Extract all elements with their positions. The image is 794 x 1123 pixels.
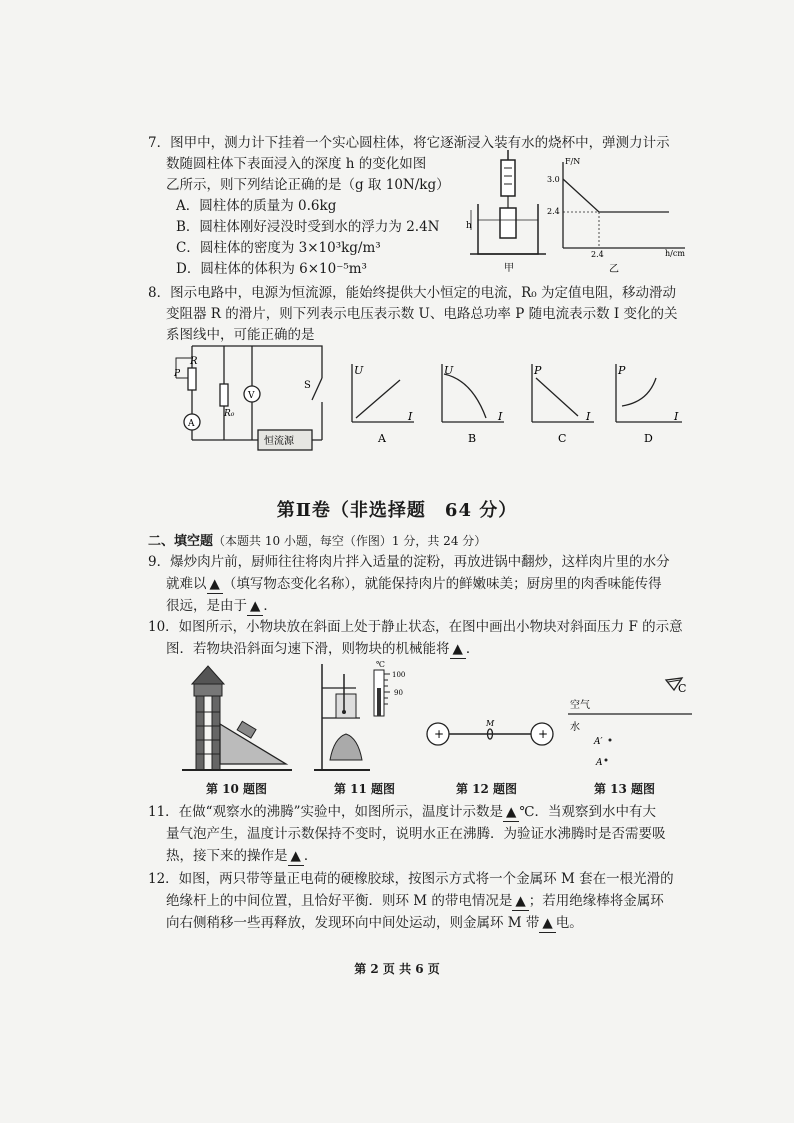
fig13-air-label: 空气	[570, 700, 590, 711]
q12-line2	[166, 892, 664, 911]
q10-line2b: ．	[465, 641, 480, 657]
q8-graph-b-label: B	[468, 432, 477, 445]
q7-yi-label: 乙	[609, 264, 619, 275]
q8-graph-a	[348, 364, 414, 444]
q8-graph-c-y: P	[534, 364, 542, 377]
fig13-water-label: 水	[570, 722, 580, 733]
q9-blank-1[interactable]: ▲	[207, 575, 223, 594]
part-two-title: 第Ⅱ卷（非选择题 64 分）	[276, 500, 518, 521]
q12-line3a: 向右侧稍移一些再释放，发现环向中间处运动，则金属环 M 带	[166, 915, 540, 931]
q11-line1b: ℃．当观察到水中有大	[519, 804, 656, 820]
q12-line2a: 绝缘杆上的中间位置，且恰好平衡．则环 M 的带电情况是	[166, 893, 513, 909]
fig11-thermo-unit: ℃	[376, 660, 385, 669]
q9-line3a: 很远，是由于	[166, 598, 247, 614]
q8-graph-b-y: U	[444, 364, 454, 377]
q12-blank-1[interactable]: ▲	[512, 892, 528, 911]
q7-option-d: D．圆柱体的体积为 6×10⁻⁵m³	[176, 261, 367, 277]
fig12-caption: 第 12 题图	[456, 782, 518, 796]
section-note: （本题共 10 小题，每空（作图）1 分，共 24 分）	[213, 534, 487, 548]
q7-line1: 7．图甲中，测力计下挂着一个实心圆柱体，将它逐渐浸入装有水的烧杯中，弹测力计示	[148, 135, 670, 151]
fig11-caption: 第 11 题图	[334, 782, 396, 796]
q7-option-c: C．圆柱体的密度为 3×10³kg/m³	[176, 240, 381, 256]
q12-line3	[166, 914, 583, 933]
fig13-caption: 第 13 题图	[594, 782, 656, 796]
q7-graph-x1: 2.4	[591, 250, 604, 259]
q8-graph-a-label: A	[378, 432, 386, 445]
q8-graph-c-label: C	[558, 432, 567, 445]
q8-graph-b	[438, 364, 504, 444]
q10-line2	[166, 640, 479, 659]
q8-r0-label: R₀	[224, 409, 235, 419]
q8-source-label: 恒流源	[264, 436, 294, 447]
q8-line3: 系图线中，可能正确的是	[166, 327, 315, 343]
fig12-charged-balls	[424, 714, 556, 754]
q7-line3: 乙所示，则下列结论正确的是（g 取 10N/kg）	[166, 177, 450, 193]
q9-line1: 9．爆炒肉片前，厨师往往将肉片拌入适量的淀粉，再放进锅中翻炒，这样肉片里的水分	[148, 554, 670, 570]
q9-line2	[166, 575, 662, 594]
q8-p-label: P	[174, 369, 181, 379]
q9-blank-2[interactable]: ▲	[247, 597, 263, 616]
q7-jia-label: 甲	[504, 263, 514, 274]
q10-blank[interactable]: ▲	[450, 640, 466, 659]
fig12-plus-left: +	[434, 727, 445, 741]
q7-option-a: A．圆柱体的质量为 0.6kg	[176, 198, 337, 214]
fig11-thermo-100: 100	[392, 671, 406, 679]
q9-line3b: ．	[263, 598, 277, 614]
q8-switch-label: S	[304, 380, 311, 391]
q7-graph-y2: 2.4	[547, 207, 560, 216]
q12-blank-2[interactable]: ▲	[539, 914, 555, 933]
q8-graph-a-y: U	[354, 364, 364, 377]
fig10-incline	[182, 664, 292, 776]
fig13-a: A	[596, 758, 603, 768]
q12-line1: 12．如图，两只带等量正电荷的硬橡胶球，按图示方式将一个金属环 M 套在一根光滑的	[148, 871, 674, 887]
q8-circuit	[172, 340, 337, 458]
q11-line3	[166, 847, 317, 866]
section-header	[148, 530, 486, 549]
q7-graph-y1: 3.0	[547, 175, 560, 184]
q10-line2a: 图．若物块沿斜面匀速下滑，则物块的机械能将	[166, 641, 450, 657]
fig10-caption: 第 10 题图	[206, 782, 268, 796]
q11-line1a: 11．在做“观察水的沸腾”实验中，如图所示，温度计示数是	[148, 804, 503, 820]
fig13-a-prime: A′	[594, 737, 603, 747]
q12-line2b: ；若用绝缘棒将金属环	[528, 893, 664, 909]
q7-option-b: B．圆柱体刚好浸没时受到水的浮力为 2.4N	[176, 219, 440, 235]
fig11-thermo-90: 90	[394, 689, 403, 697]
q8-r-label: R	[190, 356, 198, 367]
q12-line3b: 电。	[555, 915, 583, 931]
q8-graph-c-x: I	[586, 410, 591, 423]
q8-graph-c	[528, 364, 594, 444]
q8-line1: 8．图示电路中，电源为恒流源，能始终提供大小恒定的电流，R₀ 为定值电阻，移动滑动	[148, 285, 676, 301]
q8-graph-d-label: D	[644, 432, 653, 445]
q8-graph-d-y: P	[618, 364, 626, 377]
q8-voltmeter-label: V	[248, 391, 255, 401]
fig13-eye-label: C	[678, 682, 687, 695]
q8-graph-a-x: I	[408, 410, 413, 423]
section-head: 二、填空题	[148, 534, 214, 549]
q7-graph-ylabel: F/N	[565, 157, 581, 166]
q9-line3	[166, 597, 277, 616]
q11-line3a: 热，接下来的操作是	[166, 848, 288, 864]
q9-line2a: 就难以	[166, 576, 207, 592]
q11-blank-2[interactable]: ▲	[288, 847, 304, 866]
page-footer: 第 2 页 共 6 页	[354, 962, 440, 976]
q7-line2: 数随圆柱体下表面浸入的深度 h 的变化如图	[166, 156, 427, 172]
q7-figure-yi-graph	[545, 156, 685, 278]
q11-line3b: ．	[303, 848, 318, 864]
q7-graph-xlabel: h/cm	[665, 249, 685, 258]
q9-line2b: （填写物态变化名称），就能保持肉片的鲜嫩味美；厨房里的肉香味能传得	[222, 576, 662, 592]
q8-ammeter-label: A	[188, 419, 195, 429]
q10-line1: 10．如图所示，小物块放在斜面上处于静止状态，在图中画出小物块对斜面压力 F 的示意	[148, 619, 683, 635]
q7-figure-jia	[466, 150, 550, 275]
q11-line1	[148, 803, 656, 822]
q11-line2: 量气泡产生，温度计示数保持不变时，说明水正在沸腾．为验证水沸腾时是否需要吸	[166, 826, 666, 842]
q11-blank-1[interactable]: ▲	[503, 803, 519, 822]
q7-h-label: h	[466, 221, 472, 231]
fig12-ring-label: M	[486, 719, 495, 728]
q8-graph-d-x: I	[674, 410, 679, 423]
q8-line2: 变阻器 R 的滑片，则下列表示电压表示数 U、电路总功率 P 随电流表示数 I 变化的关	[166, 306, 678, 322]
q8-graph-d	[612, 364, 682, 444]
fig11-boiling-setup	[312, 660, 412, 776]
fig13-refraction	[566, 672, 694, 772]
fig12-plus-right: +	[538, 727, 549, 741]
q8-graph-b-x: I	[498, 410, 503, 423]
